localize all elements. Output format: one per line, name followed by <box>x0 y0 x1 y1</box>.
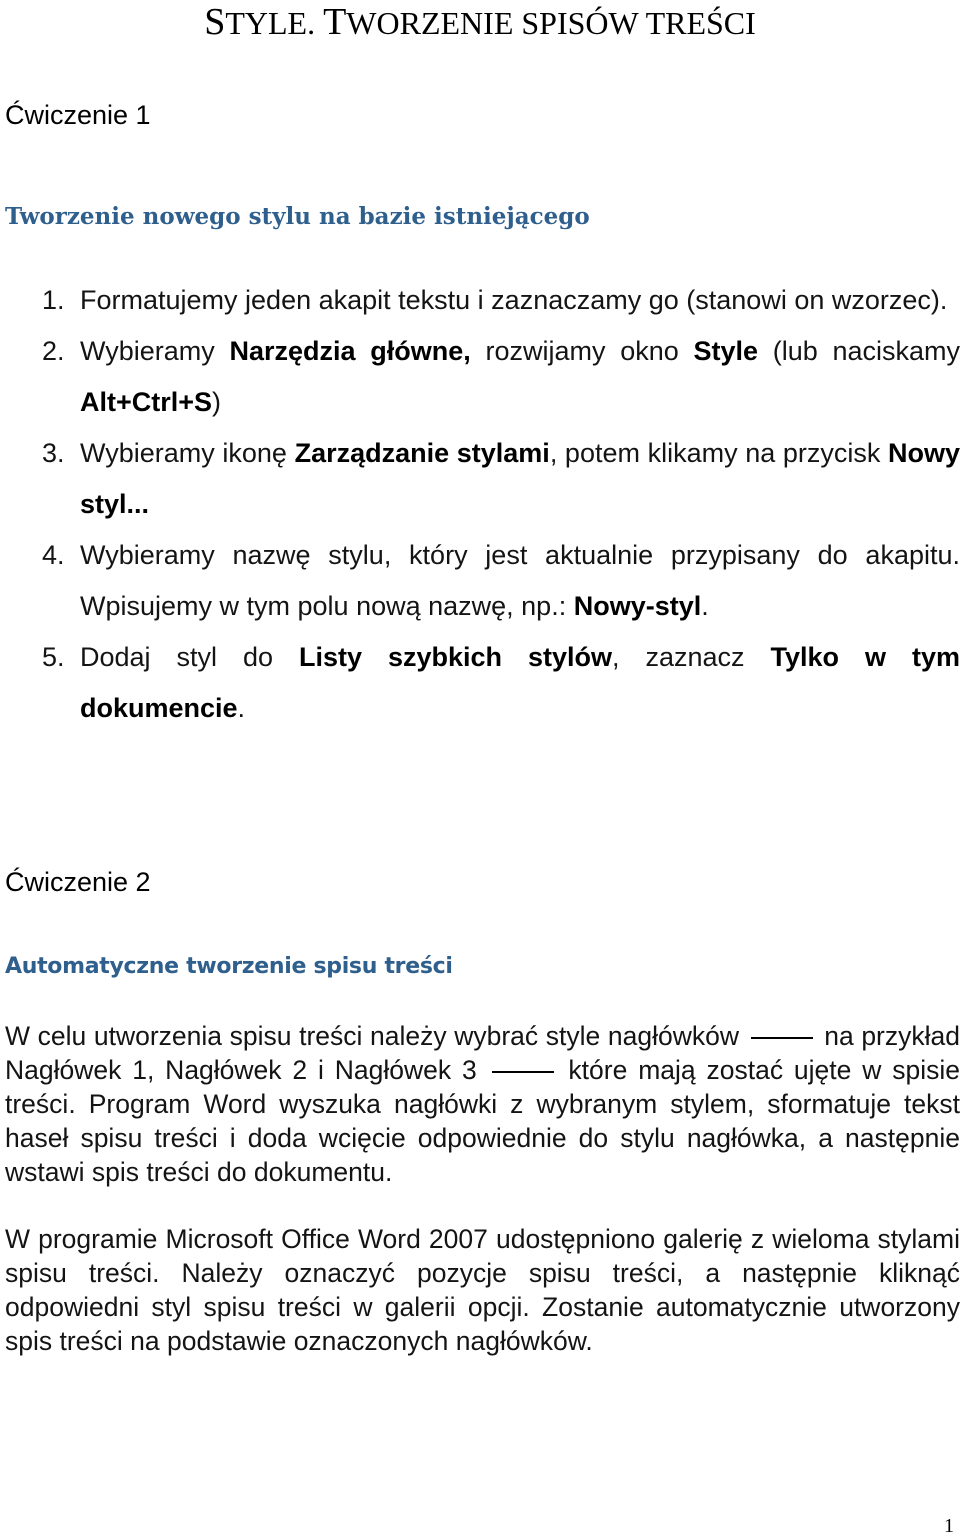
list-item-text: Wybieramy <box>80 336 230 366</box>
list-item <box>0 428 960 530</box>
list-item-text: ) <box>212 387 222 417</box>
exercise-1-subheading: Tworzenie nowego stylu na bazie istniejącego <box>5 203 590 230</box>
list-item-bold-text: Alt+Ctrl+S <box>80 387 213 417</box>
em-dash-line <box>751 1037 813 1039</box>
list-item-number: 3. <box>42 438 65 468</box>
list-item <box>0 275 960 326</box>
em-dash-line <box>492 1071 554 1073</box>
list-item <box>0 530 960 632</box>
list-item-number: 2. <box>42 336 65 366</box>
list-item-number: 1. <box>42 285 65 315</box>
list-item-text: , zaznacz <box>612 642 771 672</box>
list-item-text: rozwijamy okno <box>470 336 694 366</box>
exercise-2-paragraph-1 <box>5 1019 960 1189</box>
title-rest-2: WORZENIE SPISÓW TREŚCI <box>346 5 756 41</box>
paragraph-1-part-c: które mają zostać ujęte w spisie treści. Program Word wyszuka nagłówki z wybranym stylem, sformatuje tekst haseł spisu treści i doda wcięcie odpowiednie do stylu nagłówka, a następnie wstawi spis treści do dokumentu. <box>5 1055 960 1187</box>
paragraph-1-part-b: na przykład Nagłówek 1, Nagłówek 2 i Nagłówek 3 <box>5 1021 960 1085</box>
title-initial-2: T <box>323 1 347 43</box>
list-item-bold-text: Nowy styl... <box>80 438 960 519</box>
title-separator: . <box>307 5 324 41</box>
list-item-text: Formatujemy jeden akapit tekstu i zaznaczamy go (stanowi on wzorzec). <box>80 285 948 315</box>
list-item-text: Dodaj styl do <box>80 642 299 672</box>
list-item-text: Wybieramy nazwę stylu, który jest aktualnie przypisany do akapitu. Wpisujemy w tym polu nową nazwę, np.: <box>80 540 960 621</box>
list-item-number: 4. <box>42 540 65 570</box>
exercise-1-heading: Ćwiczenie 1 <box>5 100 151 130</box>
list-item-bold-text: Nowy-styl <box>573 591 702 621</box>
list-item-bold-text: Listy szybkich stylów <box>298 642 613 672</box>
list-item-bold-text: Style <box>693 336 758 366</box>
list-item-text: . <box>701 591 709 621</box>
list-item-text: . <box>237 693 246 723</box>
list-item <box>0 632 960 734</box>
exercise-2-subheading: Automatyczne tworzenie spisu treści <box>5 954 453 979</box>
exercise-2-paragraph-2: W programie Microsoft Office Word 2007 udostępniono galerię z wieloma stylami spisu treści. Należy oznaczyć pozycje spisu treści, a następnie kliknąć odpowiedni styl spisu treści w galerii opcji. Zostanie automatycznie utworzony spis treści na podstawie oznaczonych nagłówków. <box>5 1224 960 1356</box>
list-item-text: , potem klikamy na przycisk <box>549 438 889 468</box>
paragraph-1-part-a: W celu utworzenia spisu treści należy wybrać style nagłówków <box>5 1021 739 1051</box>
list-item-number: 5. <box>42 642 65 672</box>
list-item <box>0 326 960 428</box>
title-initial-1: S <box>204 1 226 43</box>
list-item-bold-text: Zarządzanie stylami <box>294 438 550 468</box>
exercise-1-steps <box>0 275 960 734</box>
title-rest-1: TYLE <box>225 5 308 41</box>
list-item-text: Wybieramy ikonę <box>80 438 295 468</box>
list-item-bold-text: Tylko w tym dokumencie <box>80 642 960 723</box>
document-title <box>0 2 960 43</box>
page-number: 1 <box>944 1515 954 1537</box>
exercise-2-heading: Ćwiczenie 2 <box>5 867 151 897</box>
list-item-bold-text: Narzędzia główne, <box>229 336 471 366</box>
list-item-text: (lub naciskamy <box>758 336 960 366</box>
